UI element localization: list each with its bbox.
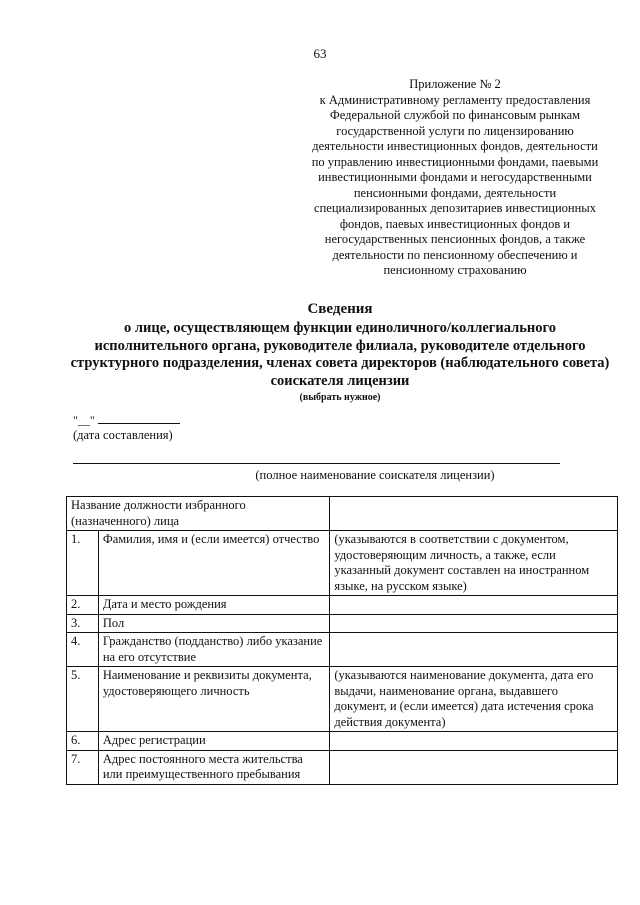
table-row — [67, 750, 618, 784]
table-header-row — [67, 497, 618, 531]
row-label: Адрес регистрации — [98, 732, 330, 751]
applicant-name-caption: (полное наименование соискателя лицензии) — [255, 468, 495, 482]
title-line: структурного подразделения, членах совета директоров (наблюдательного совета) — [70, 355, 610, 371]
appendix-line: фондов, паевых инвестиционных фондов и — [339, 216, 571, 231]
date-day-placeholder: "__" — [73, 413, 95, 427]
row-number: 5. — [67, 667, 99, 732]
title-subtitle — [40, 320, 640, 390]
appendix-header — [300, 77, 610, 279]
row-label: Наименование и реквизиты документа, удостоверяющего личность — [98, 667, 330, 732]
row-label: Дата и место рождения — [98, 596, 330, 615]
title-line: исполнительного органа, руководителе филиала, руководителе отдельного — [94, 337, 586, 354]
position-value-cell[interactable] — [330, 497, 618, 531]
date-underline — [98, 412, 180, 424]
info-table — [66, 496, 618, 785]
appendix-line: пенсионному страхованию — [383, 263, 527, 277]
table-row — [67, 614, 618, 633]
row-number: 7. — [67, 750, 99, 784]
document-title — [40, 300, 640, 405]
table-row — [67, 732, 618, 751]
row-label: Гражданство (подданство) либо указание на его отсутствие — [98, 633, 330, 667]
appendix-line: деятельности по пенсионному обеспечению и — [332, 247, 578, 262]
appendix-line: пенсионными фондами, деятельности — [353, 185, 557, 200]
row-label: Адрес постоянного места жительства или преимущественного пребывания — [98, 750, 330, 784]
appendix-line: по управлению инвестиционными фондами, паевыми — [311, 154, 599, 169]
row-label: Фамилия, имя и (если имеется) отчество — [98, 531, 330, 596]
appendix-heading: Приложение № 2 — [409, 77, 501, 91]
row-number: 6. — [67, 732, 99, 751]
appendix-line: Федеральной службой по финансовым рынкам — [329, 108, 581, 122]
appendix-line: государственной услуги по лицензированию — [336, 123, 574, 138]
row-value[interactable]: (указываются в соответствии с документом, удостоверяющим личность, а также, если указанный документ составлен на иностранном языке, на русском языке) — [330, 531, 618, 596]
appendix-line: инвестиционными фондами и негосударственными — [318, 170, 592, 184]
row-value[interactable] — [330, 732, 618, 751]
date-caption: (дата составления) — [73, 428, 173, 442]
row-number: 2. — [67, 596, 99, 615]
appendix-line: к Административному регламенту предоставления — [319, 92, 591, 107]
row-value[interactable]: (указываются наименование документа, дата его выдачи, наименование органа, выдавшего документ, и (если имеется) дата истечения срока действия документа) — [330, 667, 618, 732]
row-number: 3. — [67, 614, 99, 633]
table-row — [67, 596, 618, 615]
row-value[interactable] — [330, 750, 618, 784]
title-hint: (выбрать нужное) — [299, 392, 381, 403]
page-number: 63 — [313, 46, 327, 61]
row-value[interactable] — [330, 596, 618, 615]
row-value[interactable] — [330, 633, 618, 667]
row-label: Пол — [98, 614, 330, 633]
title-main: Сведения — [307, 301, 373, 317]
row-number: 1. — [67, 531, 99, 596]
position-label: Название должности избранного (назначенного) лица — [67, 497, 330, 531]
table-row — [67, 531, 618, 596]
table-row — [67, 667, 618, 732]
appendix-line: негосударственных пенсионных фондов, а также — [324, 232, 586, 246]
applicant-name-field[interactable] — [73, 463, 560, 464]
date-field[interactable] — [73, 412, 180, 428]
appendix-line: деятельности инвестиционных фондов, деятельности — [312, 139, 598, 153]
table-row — [67, 633, 618, 667]
row-value[interactable] — [330, 614, 618, 633]
title-line: о лице, осуществляющем функции единоличного/коллегиального — [123, 320, 556, 336]
row-number: 4. — [67, 633, 99, 667]
title-line: соискателя лицензии — [270, 372, 410, 389]
appendix-line: специализированных депозитариев инвестиционных — [314, 201, 596, 215]
